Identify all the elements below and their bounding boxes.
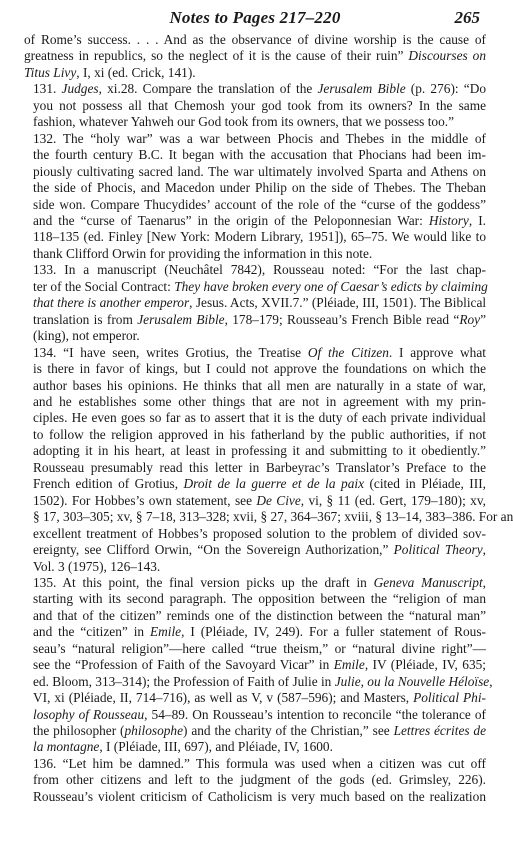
text-segment: author bases his opinions. He thinks that all men are naturally in a state of war, [33, 377, 486, 393]
text-segment: and that of the citizen” reminds one of the distinction between the “natural man” [33, 607, 486, 623]
text-segment: , I. [468, 212, 486, 228]
text-line [24, 164, 486, 180]
text-line [24, 98, 486, 114]
italic-text: losophy of Rousseau [33, 706, 145, 722]
italic-text: Geneva Manuscript [373, 574, 483, 590]
text-line [24, 690, 486, 706]
text-segment: (cited in Pléiade, III, [364, 476, 486, 492]
text-segment: VI, xi (Pléiade, II, 714–716), as well as V, v (587–596); and Masters, [33, 690, 414, 706]
text-line [24, 48, 486, 64]
text-segment: from other citizens and left to the judgment of the gods (ed. Grimsley, 226). [33, 772, 486, 788]
text-line [24, 114, 486, 130]
text-segment: you not possess all that Chemosh your god took from its owners? In the same [33, 97, 486, 113]
text-segment: 136. “Let him be damned.” This formula was used when a citizen was cut off [33, 755, 486, 771]
text-segment: fashion, whatever Yahweh our God took from its owners, that we possess too.” [33, 114, 455, 130]
text-segment: , 54–89. On Rousseau’s intention to reconcile “the tolerance of [144, 706, 486, 722]
text-segment: . I approve what [388, 344, 486, 360]
text-segment: is there in favor of kings, but I could not approve the foundations on which the [33, 361, 486, 377]
italic-text: History [428, 212, 469, 228]
text-segment: ereignty, see Clifford Orwin, “On the Sovereign Authorization,” [33, 542, 394, 558]
italic-text: Judges [61, 81, 99, 97]
text-line [24, 295, 486, 311]
text-line [24, 608, 486, 624]
text-line [24, 81, 486, 97]
text-line [24, 427, 486, 443]
text-segment: 135. At this point, the final version picks up the draft in [33, 574, 374, 590]
note-133 [24, 262, 486, 344]
italic-text: la montagne [33, 739, 100, 755]
text-line [24, 147, 486, 163]
italic-text: De Cive [256, 492, 301, 508]
text-line [24, 641, 486, 657]
italic-text: Lettres écrites de [393, 723, 487, 739]
text-segment: and he establishes some other things that are not in agreement with my prin- [33, 393, 486, 409]
text-segment: (p. 276): “Do [405, 81, 486, 97]
text-line [24, 772, 486, 788]
text-segment: see the “Profession of Faith of the Savoyard Vicar” in [33, 657, 334, 673]
text-line [24, 180, 486, 196]
running-head: Notes to Pages 217–220 [169, 8, 341, 27]
text-segment: the side of Phocis, and Macedon under Philip on the side of Thebes. The Theban [33, 180, 486, 196]
italic-text: Roy [459, 311, 481, 327]
text-segment: side won. Compare Thucydides’ account of the role of the “curse of the goddess” [33, 196, 486, 212]
text-segment: and the “curse of Taenarus” in the origin of the Peloponnesian War: [33, 212, 429, 228]
text-line [24, 328, 486, 344]
text-line [24, 262, 486, 278]
text-segment: , Jesus. Acts, XVII.7.” (Pléiade, III, 1501). The Biblical [189, 295, 487, 311]
text-line [24, 345, 486, 361]
text-segment: to follow the religion approved in his fatherland by the public authorities, if not [33, 426, 486, 442]
text-line [24, 591, 486, 607]
text-line [24, 131, 486, 147]
text-line [24, 509, 513, 525]
text-segment: , [482, 542, 487, 558]
text-segment: piously cultivating sacred land. The war ultimately involved Sparta and Athens on [33, 163, 486, 179]
text-segment: ciples. He even goes so far as to assert that it is the duty of each private individual [33, 410, 486, 426]
text-segment: 132. The “holy war” was a war between Phocis and Thebes in the middle of [33, 130, 486, 146]
italic-text: that there is another emperor [33, 295, 190, 311]
text-segment: 133. In a manuscript (Neuchâtel 7842), Rousseau noted: “For the last chap- [33, 262, 486, 278]
text-segment: excellent treatment of Hobbes’s proposed solution to the problem of divided sov- [33, 525, 486, 541]
italic-text: Emile [149, 624, 182, 640]
italic-text: Emile [333, 657, 365, 673]
note-132 [24, 131, 486, 263]
text-segment: thank Clifford Orwin for providing the information in this note. [33, 245, 373, 261]
text-segment: adopting it in his heart, at least in professing it and submitting to it obediently.” [33, 443, 486, 459]
text-segment: , I (Pléiade, III, 697), and Pléiade, IV, 1600. [99, 739, 333, 755]
italic-text: Titus Livy [24, 64, 77, 80]
text-segment: greatness in republics, so the neglect of it is the cause of their ruin” [24, 48, 409, 64]
text-line [24, 657, 486, 673]
text-line [24, 443, 486, 459]
text-segment: ed. Bloom, 313–314); the Profession of Faith of Julie in [33, 673, 335, 689]
italic-text: Of the Citizen [307, 344, 389, 360]
text-line [24, 394, 486, 410]
text-segment: seau’s “natural religion”—here called “true theism,” or “natural divine right”— [33, 640, 486, 656]
text-line [24, 526, 486, 542]
italic-text: Political Theory [393, 542, 483, 558]
text-line [24, 624, 486, 640]
text-segment: Rousseau’s violent criticism of Catholicism is very much based on the realization [33, 788, 486, 804]
text-line [24, 673, 493, 690]
text-segment: ” [480, 311, 486, 327]
text-line [24, 707, 486, 723]
text-segment: , [482, 574, 486, 590]
text-segment: , IV (Pléiade, IV, 635; [364, 657, 486, 673]
text-line [24, 542, 486, 558]
page-header [24, 6, 486, 32]
note-135 [24, 574, 493, 756]
text-segment: , [489, 673, 493, 689]
text-line [24, 378, 486, 394]
text-line [24, 476, 486, 492]
text-segment: 118–135 (ed. Finley [New York: Modern Library, 1951]), 65–75. We would like to [33, 229, 486, 245]
text-segment: the philosopher ( [33, 723, 125, 739]
italic-text: Jerusalem Bible [317, 81, 406, 97]
text-segment: Rousseau presumably read this letter in Barbeyrac’s Translator’s Preface to the [33, 459, 486, 475]
text-line [24, 32, 486, 48]
page-number: 265 [454, 8, 480, 27]
text-line [24, 575, 486, 591]
italic-text: Jerusalem Bible [137, 311, 225, 327]
text-line [24, 493, 486, 509]
text-segment: French edition of Grotius, [33, 476, 184, 492]
notes-body [24, 32, 513, 805]
text-line [24, 229, 486, 245]
text-segment: , vi, § 11 (ed. Gert, 179–180); xv, [300, 492, 486, 508]
note-cont [24, 32, 486, 81]
text-segment: § 17, 303–305; xv, § 7–18, 313–328; xvii, § 27, 364–367; xviii, § 13–14, 383–386. For an [33, 509, 513, 525]
text-segment: (king), not emperor. [33, 328, 140, 344]
text-segment: , I (Pléiade, IV, 249). For a fuller statement of Rous- [181, 624, 486, 640]
text-segment: 1502). For Hobbes’s own statement, see [33, 492, 257, 508]
text-segment: , 178–179; Rousseau’s French Bible read “ [224, 311, 460, 327]
text-line [24, 279, 486, 295]
text-line [24, 213, 486, 229]
italic-text: philosophe [124, 723, 184, 739]
text-segment: , I, xi (ed. Crick, 141). [76, 64, 196, 80]
text-segment: , xi.28. Compare the translation of the [98, 81, 318, 97]
text-segment: Vol. 3 (1975), 126–143. [33, 558, 161, 574]
italic-text: Discourses on [408, 48, 486, 64]
italic-text: Political Phi- [413, 690, 486, 706]
text-line [24, 65, 486, 81]
text-line [24, 723, 486, 739]
note-134 [24, 344, 513, 575]
italic-text: Julie, ou la Nouvelle Héloïse [334, 673, 490, 689]
text-line [24, 739, 486, 755]
text-line [24, 246, 486, 262]
text-segment: starting with its second paragraph. The opposition between the “religion of man [33, 591, 486, 607]
text-line [24, 410, 486, 426]
text-line [24, 312, 486, 328]
text-line [24, 789, 486, 805]
text-line [24, 559, 486, 575]
text-line [24, 460, 486, 476]
note-131 [24, 81, 486, 130]
text-segment: the fourth century B.C. It began with the accusation that Phocians had been im- [33, 147, 486, 163]
text-segment: of Rome’s success. . . . And as the observance of divine worship is the cause of [24, 32, 486, 47]
text-line [24, 361, 486, 377]
text-line [24, 197, 486, 213]
note-136 [24, 756, 486, 805]
text-segment: and the “citizen” in [33, 624, 150, 640]
text-segment: ter of the Social Contract: [33, 278, 175, 294]
text-line [24, 756, 486, 772]
text-segment: ) and the charity of the Christian,” see [183, 723, 394, 739]
text-segment: translation is from [33, 311, 138, 327]
text-segment: 131. [33, 81, 62, 97]
text-segment: 134. “I have seen, writes Grotius, the Treatise [33, 344, 308, 360]
italic-text: They have broken every one of Caesar’s edicts by claiming [174, 278, 488, 294]
italic-text: Droit de la guerre et de la paix [183, 476, 364, 492]
